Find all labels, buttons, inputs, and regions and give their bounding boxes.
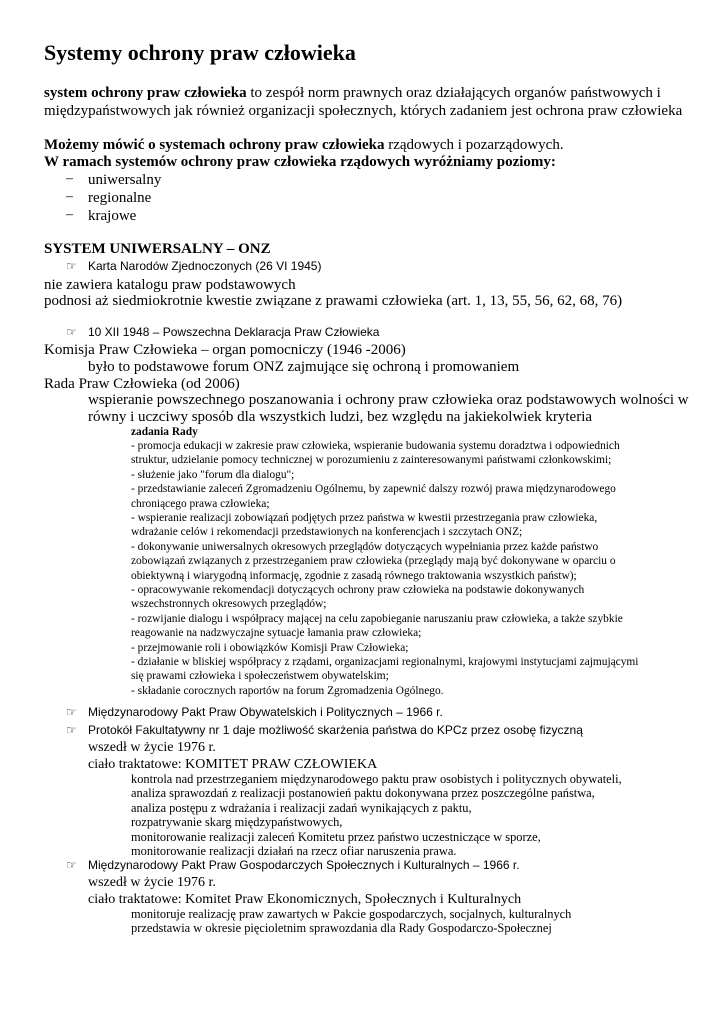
list-item: - dokonywanie uniwersalnych okresowych przeglądów dotyczących wypełniania przez każde państwo	[131, 540, 599, 553]
list-item: reagowanie na nadzwyczajne sytuacje łamania praw człowieka;	[131, 627, 422, 640]
systems-line-2: W ramach systemów ochrony praw człowieka rządowych wyróżniamy poziomy:	[44, 154, 556, 170]
list-item: monitoruje realizację praw zawartych w Pakcie gospodarczych, socjalnych, kulturalnych	[131, 907, 572, 921]
karta-title: Karta Narodów Zjednoczonych (26 VI 1945)	[88, 259, 322, 273]
list-item: - opracowywanie rekomendacji dotyczących ochrony praw człowieka na podstawie dokonywanych	[131, 584, 585, 596]
list-item: - działanie w bliskiej współpracy z rządami, organizacjami regionalnymi, krajowymi instytucjami zajmującymi	[131, 656, 639, 668]
komisja-line: Komisja Praw Człowieka – organ pomocniczy (1946 -2006)	[44, 342, 406, 358]
intro-line-1	[44, 84, 661, 102]
rada-line: Rada Praw Człowieka (od 2006)	[44, 376, 240, 392]
protokol-bullet	[66, 723, 583, 738]
list-item: - przedstawianie zaleceń Zgromadzeniu Ogólnemu, by zapewnić dalszy rozwój prawa międzynarodowego	[131, 483, 616, 496]
list-item: - wspieranie realizacji zobowiązań podjętych przez państwa w kwestii przestrzegania praw człowieka,	[131, 512, 598, 524]
list-item: struktur, udzielanie pomocy technicznej w porozumieniu z zainteresowanymi państwami członkowskimi;	[131, 454, 612, 467]
list-item: - promocja edukacji w zakresie praw człowieka, wspieranie budowania systemu doradztwa i odpowiednich	[131, 440, 620, 452]
pointing-hand-icon: ☞	[66, 259, 77, 273]
list-item: wszechstronnych okresowych przeglądów;	[131, 598, 327, 611]
list-item: analiza sprawozdań z realizacji postanowień paktu dokonywana przez poszczególne państwa,	[131, 786, 595, 801]
list-item: się prawami człowieka i społeczeństwem obywatelskim;	[131, 670, 389, 683]
list-item: - składanie corocznych raportów na forum Zgromadzenia Ogólnego.	[131, 684, 444, 697]
list-item: chroniącego prawa człowieka;	[131, 497, 270, 510]
systems-line-1-bold: Możemy mówić o systemach ochrony praw człowieka	[44, 137, 385, 153]
list-item: - służenie jako "forum dla dialogu";	[131, 468, 295, 481]
pakt1-bullet	[66, 705, 443, 720]
deklaracja-bullet	[66, 325, 379, 340]
list-item: rozpatrywanie skarg międzypaństwowych,	[131, 815, 343, 830]
pakt2-title: Międzynarodowy Pakt Praw Gospodarczych Społecznych i Kulturalnych – 1966 r.	[88, 858, 520, 872]
zadania-title: zadania Rady	[131, 426, 198, 438]
protokol-title: Protokół Fakultatywny nr 1 daje możliwość skarżenia państwa do KPCz przez osobę fizyczną	[88, 723, 583, 737]
list-item: monitorowanie realizacji działań na rzecz ofiar naruszenia prawa.	[131, 844, 457, 858]
rada-line-2: równy i uczciwy sposób dla wszystkich ludzi, bez względu na jakiekolwiek kryteria	[88, 409, 593, 425]
pointing-hand-icon: ☞	[66, 705, 77, 719]
rada-line-1: wspieranie powszechnego poszanowania i ochrony praw człowieka oraz podstawowych wolności w	[88, 392, 689, 408]
karta-line-1: nie zawiera katalogu praw podstawowych	[44, 277, 296, 293]
list-item: obiektywną i wiarygodną informację, zgodnie z zasadą równego traktowania wszystkich państw);	[131, 569, 577, 582]
page-title: Systemy ochrony praw człowieka	[44, 40, 356, 65]
list-item: kontrola nad przestrzeganiem międzynarodowego paktu praw osobistych i politycznych obywateli,	[131, 772, 622, 786]
list-item: - rozwijanie dialogu i współpracy mającej na celu zapobieganie naruszaniu praw człowieka, a także szybkie	[131, 612, 623, 625]
systems-line-1	[44, 136, 564, 154]
systems-line-1-rest: rządowych i pozarządowych.	[384, 137, 564, 153]
onz-heading: SYSTEM UNIWERSALNY – ONZ	[44, 241, 271, 257]
intro-term: system ochrony praw człowieka	[44, 85, 247, 101]
pointing-hand-icon: ☞	[66, 723, 77, 737]
list-item: monitorowanie realizacji zaleceń Komitetu przez państwo uczestniczące w sporze,	[131, 829, 541, 844]
pakt1-title: Międzynarodowy Pakt Praw Obywatelskich i Politycznych – 1966 r.	[88, 705, 443, 719]
pointing-hand-icon: ☞	[66, 858, 77, 872]
list-item: analiza postępu z wdrażania i realizacji zadań wynikających z paktu,	[131, 800, 472, 815]
pakt2-wszedl: wszedł w życie 1976 r.	[88, 875, 216, 890]
list-item: - przejmowanie roli i obowiązków Komisji Praw Człowieka;	[131, 641, 409, 654]
list-item: przedstawia w okresie pięcioletnim sprawozdania dla Rady Gospodarczo-Społecznej	[131, 921, 552, 936]
intro-definition-1: to zespół norm prawnych oraz działających organów państwowych i	[246, 85, 661, 101]
karta-line-2: podnosi aż siedmiokrotnie kwestie związane z prawami człowieka (art. 1, 13, 55, 56, 62, 68, 76)	[44, 293, 623, 309]
list-item: zobowiązań związanych z przestrzeganiem praw człowieka (przeglądy mają być dokonywane w oparciu o	[131, 555, 616, 568]
pointing-hand-icon: ☞	[66, 325, 77, 339]
karta-bullet	[66, 259, 321, 274]
deklaracja-title: 10 XII 1948 – Powszechna Deklaracja Praw Człowieka	[88, 325, 380, 339]
dash-bullet: –	[66, 189, 73, 204]
komisja-sub: było to podstawowe forum ONZ zajmujące się ochroną i promowaniem	[88, 359, 520, 375]
pakt2-bullet	[66, 858, 520, 873]
level-item: regionalne	[88, 190, 152, 206]
pakt1-wszedl: wszedł w życie 1976 r.	[88, 740, 216, 755]
pakt2-cialo: ciało traktatowe: Komitet Praw Ekonomicznych, Społecznych i Kulturalnych	[88, 892, 522, 907]
level-item: uniwersalny	[88, 172, 162, 188]
dash-bullet: –	[66, 171, 73, 186]
dash-bullet: –	[66, 207, 73, 222]
level-item: krajowe	[88, 208, 137, 224]
list-item: wdrażanie celów i rekomendacji przedstawionych na konferencjach i szczytach ONZ;	[131, 526, 523, 539]
pakt1-cialo: ciało traktatowe: KOMITET PRAW CZŁOWIEKA	[88, 757, 378, 772]
intro-definition-2: międzypaństwowych jak również organizacji społecznych, których zadaniem jest ochrona praw człowieka	[44, 103, 683, 119]
